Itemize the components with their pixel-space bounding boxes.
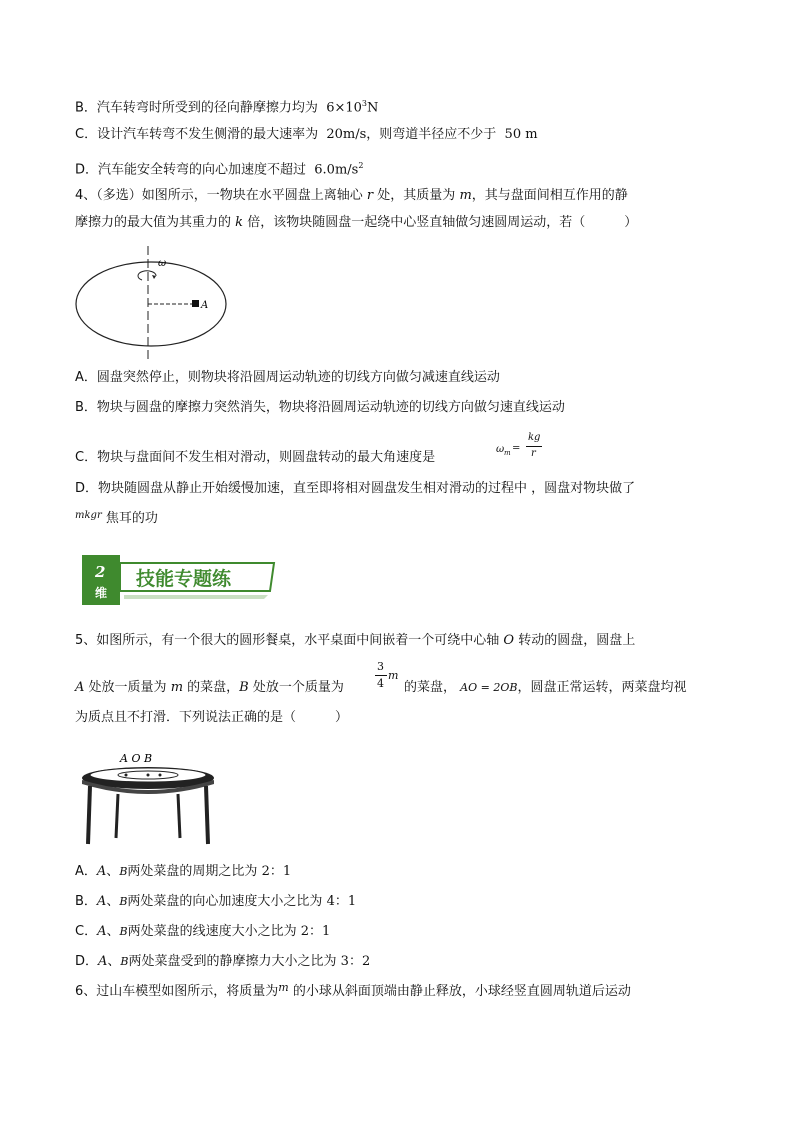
q6-stem: 6、过山车模型如图所示，将质量为$^m$ 的小球从斜面顶端由静止释放，小球经竖直圆周轨道后运动 (75, 981, 631, 999)
q3-option-c: C．设计汽车转弯不发生侧滑的最大速率为 20m/s，则弯道半径应不少于 50 m (75, 127, 538, 142)
q4-option-d-line2: $^{mkgr}$ 焦耳的功 (75, 510, 158, 526)
q5-option-b: B．A、B两处菜盘的向心加速度大小之比为 4：1 (75, 894, 357, 909)
q5-stem-line2: A 处放一质量为 m 的菜盘，B 处放一个质量为 (75, 680, 344, 695)
q5-option-a: A．A、B两处菜盘的周期之比为 2：1 (75, 864, 292, 879)
q5-stem-line1: 5、如图所示，有一个很大的圆形餐桌，水平桌面中间嵌着一个可绕中心轴 O 转动的圆盘，圆盘上 (75, 633, 636, 648)
block-a (192, 300, 199, 307)
q5-mass-fraction: 3 4 m (377, 660, 399, 690)
q3-option-b: B．汽车转弯时所受到的径向静摩擦力均为 $6\times 10^3N$ (75, 99, 379, 116)
q4-turntable-figure (72, 244, 232, 362)
q4-option-d-line1: D．物块随圆盘从静止开始缓慢加速，直至即将相对圆盘发生相对滑动的过程中 ，圆盘对物块做了 (75, 481, 636, 496)
q5-option-d: D．A、B两处菜盘受到的静摩擦力大小之比为 3：2 (75, 954, 371, 969)
block-a-label: A (201, 300, 209, 311)
q5-stem-line3: 为质点且不打滑．下列说法正确的是（ ） (75, 710, 349, 725)
q3-option-d: D．汽车能安全转弯的向心加速度不超过 $6.0m/s^2$ (75, 161, 364, 178)
q4-omega-formula: ω m = kg r (496, 432, 541, 459)
q4-option-b: B．物块与圆盘的摩擦力突然消失，物块将沿圆周运动轨迹的切线方向做匀速直线运动 (75, 400, 565, 415)
section-title: 技能专题练 (136, 568, 232, 590)
section-number: 2 (95, 563, 106, 581)
q5-stem-line2b: 的菜盘， AO = 2OB，圆盘正常运转，两菜盘均视 (404, 680, 687, 695)
q5-option-c: C．A、B两处菜盘的线速度大小之比为 2：1 (75, 924, 331, 939)
table-leg (116, 794, 118, 838)
table-leg (88, 786, 90, 844)
section-char: 维 (95, 586, 108, 600)
q4-stem-line2: 摩擦力的最大值为其重力的 k 倍，该物块随圆盘一起绕中心竖直轴做匀速圆周运动，若（ ） (75, 215, 638, 230)
table-leg (178, 794, 180, 838)
q4-stem-line1: 4、（多选）如图所示，一物块在水平圆盘上离轴心 r 处，其质量为 m，其与盘面间相互作用的静 (75, 188, 628, 203)
omega-label: ω (158, 258, 167, 269)
q4-option-a: A．圆盘突然停止，则物块将沿圆周运动轨迹的切线方向做匀减速直线运动 (75, 370, 500, 385)
table-leg (206, 786, 208, 844)
q5-table-figure (78, 748, 218, 848)
q4-option-c: C．物块与盘面间不发生相对滑动，则圆盘转动的最大角速度是 (75, 450, 436, 465)
table-point-labels: A O B (120, 752, 153, 765)
section-badge (82, 555, 282, 611)
